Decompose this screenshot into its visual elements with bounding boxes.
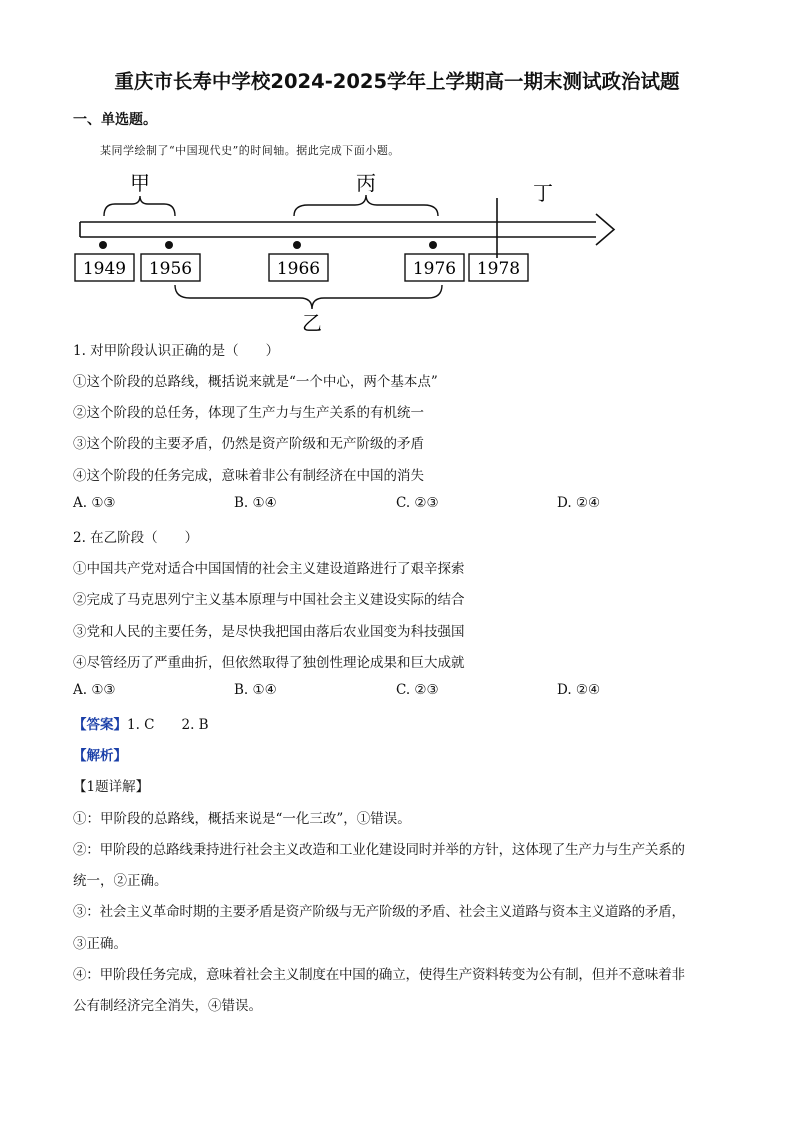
q1-option-a: A. ①③: [73, 495, 116, 511]
year-1976: 1976: [412, 259, 457, 279]
brace-jia: [104, 196, 175, 216]
detail-p2b: 统一，②正确。: [73, 873, 168, 889]
brace-yi: [175, 285, 442, 309]
q2-item-2: ②完成了马克思列宁主义基本原理与中国社会主义建设实际的结合: [73, 592, 465, 608]
detail-p3b: ③正确。: [73, 936, 127, 952]
timeline-diagram: [0, 0, 794, 340]
q1-option-b: B. ①④: [234, 495, 277, 511]
q2-option-a: A. ①③: [73, 682, 116, 698]
label-ding: 丁: [533, 181, 553, 205]
q2-item-3: ③党和人民的主要任务，是尽快我把国由落后农业国变为科技强国: [73, 624, 465, 640]
q2-stem: 2. 在乙阶段（ ）: [73, 530, 199, 546]
label-jia: 甲: [130, 171, 150, 195]
q1-stem: 1. 对甲阶段认识正确的是（ ）: [73, 343, 280, 359]
dot-1976: [429, 241, 437, 249]
q1-item-2: ②这个阶段的总任务，体现了生产力与生产关系的有机统一: [73, 405, 424, 421]
detail-p2a: ②：甲阶段的总路线秉持进行社会主义改造和工业化建设同时并举的方针，这体现了生产力与生产关系的: [73, 842, 685, 858]
timeline-arrow: [80, 214, 614, 245]
dot-1966: [293, 241, 301, 249]
year-1966: 1966: [276, 259, 321, 279]
label-bing: 丙: [356, 171, 376, 195]
page-title: 重庆市长寿中学校2024-2025学年上学期高一期末测试政治试题: [114, 70, 680, 93]
answer-tag: 【答案】: [73, 717, 127, 733]
brace-bing: [294, 195, 438, 216]
answer-text: 1. C 2. B: [127, 717, 209, 733]
year-1949: 1949: [82, 259, 127, 279]
detail-p4b: 公有制经济完全消失，④错误。: [73, 998, 262, 1014]
q1-item-3: ③这个阶段的主要矛盾，仍然是资产阶级和无产阶级的矛盾: [73, 436, 424, 452]
detail-p1: ①：甲阶段的总路线，概括来说是“一化三改”，①错误。: [73, 811, 411, 827]
q1-option-d: D. ②④: [557, 495, 601, 511]
q2-item-4: ④尽管经历了严重曲折，但依然取得了独创性理论成果和巨大成就: [73, 655, 465, 671]
q2-option-d: D. ②④: [557, 682, 601, 698]
q2-option-c: C. ②③: [396, 682, 439, 698]
detail-p4a: ④：甲阶段任务完成，意味着社会主义制度在中国的确立，使得生产资料转变为公有制，但并不意味着非: [73, 967, 685, 983]
year-1978: 1978: [476, 259, 521, 279]
q1-item-4: ④这个阶段的任务完成，意味着非公有制经济在中国的消失: [73, 468, 424, 484]
q1-item-1: ①这个阶段的总路线，概括说来就是“一个中心，两个基本点”: [73, 374, 438, 390]
q1-option-c: C. ②③: [396, 495, 439, 511]
q2-item-1: ①中国共产党对适合中国国情的社会主义建设道路进行了艰辛探索: [73, 561, 465, 577]
answer-line: [73, 713, 209, 733]
detail-p3a: ③：社会主义革命时期的主要矛盾是资产阶级与无产阶级的矛盾、社会主义道路与资本主义道路的矛盾，: [73, 904, 685, 920]
dot-1949: [99, 241, 107, 249]
year-1956: 1956: [148, 259, 193, 279]
q2-option-b: B. ①④: [234, 682, 277, 698]
detail-heading: 【1题详解】: [73, 779, 150, 795]
dot-1956: [165, 241, 173, 249]
label-yi: 乙: [302, 311, 322, 335]
section-heading: 一、单选题。: [73, 112, 157, 128]
question-intro: 某同学绘制了“中国现代史”的时间轴。据此完成下面小题。: [100, 144, 400, 157]
analysis-tag: 【解析】: [73, 748, 127, 764]
